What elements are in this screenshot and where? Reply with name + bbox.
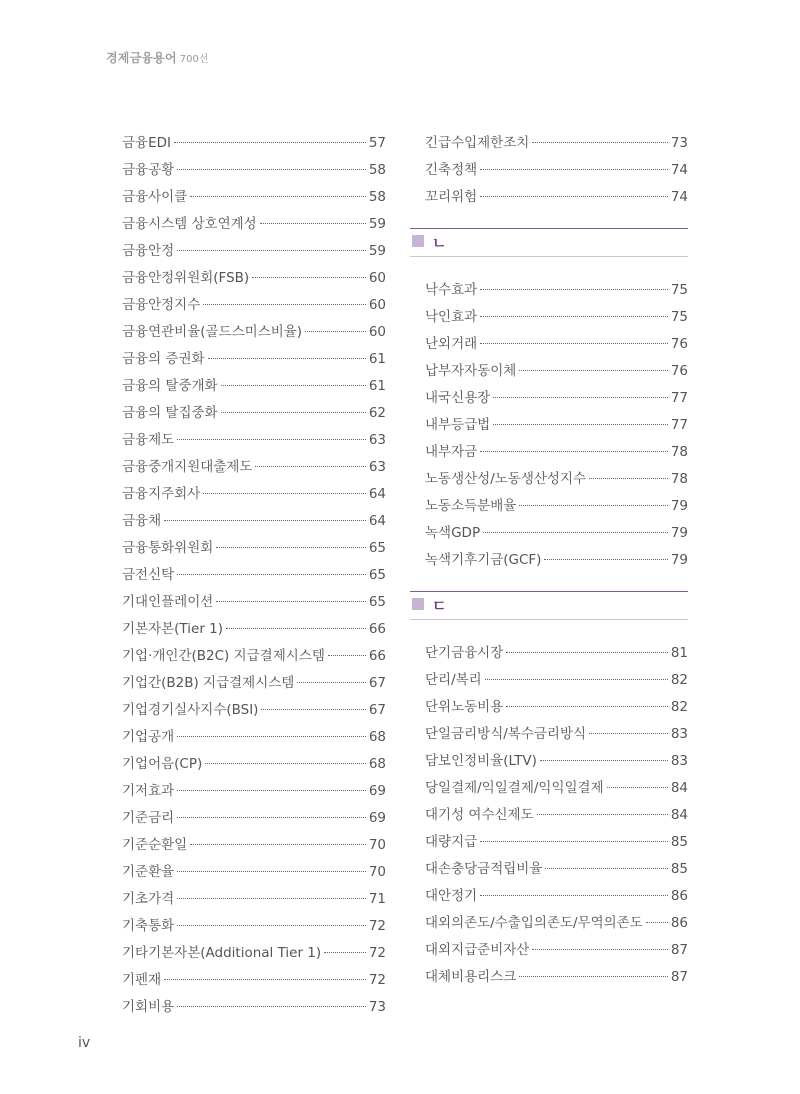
section-label: ㄴ xyxy=(432,234,447,252)
entry-term: 기준금리 xyxy=(122,810,175,826)
dot-leader xyxy=(483,531,668,533)
entry-term: 대량지급 xyxy=(425,834,478,850)
index-entry xyxy=(122,995,386,1022)
dot-leader xyxy=(164,519,366,521)
entry-term: 대안정기 xyxy=(425,888,478,904)
entry-page-number: 64 xyxy=(368,513,386,529)
index-entry xyxy=(122,212,386,239)
index-entry xyxy=(425,911,688,938)
dot-leader xyxy=(493,423,668,425)
dot-leader xyxy=(532,141,667,143)
dot-leader xyxy=(519,369,668,371)
dot-leader xyxy=(544,558,667,560)
entry-term: 대체비용리스크 xyxy=(425,969,517,985)
dot-leader xyxy=(260,222,366,224)
dot-leader xyxy=(177,924,366,926)
dot-leader xyxy=(221,384,366,386)
index-entry xyxy=(122,158,386,185)
entry-page-number: 61 xyxy=(368,378,386,394)
entry-page-number: 63 xyxy=(368,432,386,448)
dot-leader xyxy=(480,195,668,197)
entry-term: 금융제도 xyxy=(122,432,175,448)
entry-page-number: 60 xyxy=(368,270,386,286)
section-header-n xyxy=(410,228,688,257)
dot-leader xyxy=(255,465,365,467)
dot-leader xyxy=(226,627,366,629)
index-group-d xyxy=(425,641,688,992)
index-entry xyxy=(122,131,386,158)
index-entry xyxy=(122,779,386,806)
entry-page-number: 78 xyxy=(670,444,688,460)
entry-page-number: 77 xyxy=(670,390,688,406)
dot-leader xyxy=(190,195,366,197)
entry-page-number: 60 xyxy=(368,297,386,313)
entry-page-number: 59 xyxy=(368,243,386,259)
dot-leader xyxy=(208,357,366,359)
entry-page-number: 73 xyxy=(670,135,688,151)
entry-page-number: 71 xyxy=(368,891,386,907)
entry-term: 긴급수입제한조치 xyxy=(425,135,530,151)
entry-page-number: 84 xyxy=(670,780,688,796)
entry-page-number: 82 xyxy=(670,699,688,715)
entry-page-number: 69 xyxy=(368,810,386,826)
entry-page-number: 63 xyxy=(368,459,386,475)
entry-term: 기회비용 xyxy=(122,999,175,1015)
entry-term: 기준순환일 xyxy=(122,837,188,853)
entry-page-number: 78 xyxy=(670,471,688,487)
index-entry xyxy=(122,887,386,914)
index-entry xyxy=(425,185,688,212)
entry-term: 금융안정 xyxy=(122,243,175,259)
entry-term: 기저효과 xyxy=(122,783,175,799)
index-entry xyxy=(425,278,688,305)
entry-page-number: 66 xyxy=(368,621,386,637)
index-entry xyxy=(122,266,386,293)
dot-leader xyxy=(537,813,668,815)
entry-term: 기업·개인간(B2C) 지급결제시스템 xyxy=(122,648,325,664)
index-entry xyxy=(425,884,688,911)
index-entry xyxy=(122,725,386,752)
entry-page-number: 58 xyxy=(368,162,386,178)
dot-leader xyxy=(261,708,365,710)
dot-leader xyxy=(190,843,366,845)
index-entry xyxy=(122,914,386,941)
dot-leader xyxy=(589,477,668,479)
entry-term: 금융의 탈집중화 xyxy=(122,405,218,421)
index-entry xyxy=(425,359,688,386)
index-entry xyxy=(425,131,688,158)
entry-page-number: 65 xyxy=(368,594,386,610)
dot-leader xyxy=(328,654,366,656)
entry-page-number: 66 xyxy=(368,648,386,664)
index-entry xyxy=(122,563,386,590)
index-entry xyxy=(425,965,688,992)
dot-leader xyxy=(297,681,365,683)
dot-leader xyxy=(480,315,668,317)
dot-leader xyxy=(177,249,366,251)
index-entry xyxy=(122,320,386,347)
entry-term: 내국신용장 xyxy=(425,390,491,406)
index-entry xyxy=(425,158,688,185)
entry-page-number: 73 xyxy=(368,999,386,1015)
entry-term: 대외지급준비자산 xyxy=(425,942,530,958)
index-entry xyxy=(425,857,688,884)
entry-term: 내부자금 xyxy=(425,444,478,460)
entry-term: 금융중개지원대출제도 xyxy=(122,459,253,475)
index-entry xyxy=(425,494,688,521)
entry-page-number: 67 xyxy=(368,702,386,718)
index-column-right xyxy=(425,131,688,992)
section-square-icon xyxy=(412,235,424,247)
entry-term: 낙인효과 xyxy=(425,309,478,325)
index-entry xyxy=(122,374,386,401)
index-entry xyxy=(425,776,688,803)
dot-leader xyxy=(607,786,668,788)
entry-page-number: 72 xyxy=(368,972,386,988)
entry-term: 금융의 증권화 xyxy=(122,351,205,367)
dot-leader xyxy=(177,1005,366,1007)
section-header-d xyxy=(410,591,688,620)
entry-term: 당일결제/익일결제/익익일결제 xyxy=(425,780,604,796)
entry-term: 꼬리위험 xyxy=(425,189,478,205)
entry-page-number: 72 xyxy=(368,918,386,934)
dot-leader xyxy=(216,546,366,548)
header-subtitle: 700선 xyxy=(179,54,209,65)
dot-leader xyxy=(203,492,366,494)
entry-term: 금융시스템 상호연계성 xyxy=(122,216,257,232)
entry-page-number: 86 xyxy=(670,888,688,904)
entry-page-number: 70 xyxy=(368,864,386,880)
dot-leader xyxy=(480,450,668,452)
dot-leader xyxy=(177,870,366,872)
index-entry xyxy=(122,671,386,698)
entry-page-number: 65 xyxy=(368,540,386,556)
entry-term: 금융안정위원회(FSB) xyxy=(122,270,250,286)
entry-term: 낙수효과 xyxy=(425,282,478,298)
entry-term: 단위노동비용 xyxy=(425,699,504,715)
entry-term: 기축통화 xyxy=(122,918,175,934)
dot-leader xyxy=(221,411,366,413)
entry-term: 노동소득분배율 xyxy=(425,498,517,514)
dot-leader xyxy=(177,897,366,899)
entry-term: 기업공개 xyxy=(122,729,175,745)
entry-page-number: 81 xyxy=(670,645,688,661)
running-header xyxy=(106,49,209,66)
index-entry xyxy=(122,482,386,509)
entry-term: 기펜재 xyxy=(122,972,162,988)
entry-term: 기업경기실사지수(BSI) xyxy=(122,702,259,718)
index-entry xyxy=(122,617,386,644)
dot-leader xyxy=(177,573,366,575)
dot-leader xyxy=(205,762,366,764)
index-entry xyxy=(122,644,386,671)
dot-leader xyxy=(519,975,668,977)
dot-leader xyxy=(177,735,366,737)
dot-leader xyxy=(216,600,366,602)
entry-term: 대기성 여수신제도 xyxy=(425,807,534,823)
index-entry xyxy=(425,386,688,413)
entry-term: 내부등급법 xyxy=(425,417,491,433)
index-entry xyxy=(425,332,688,359)
index-entry xyxy=(425,521,688,548)
entry-page-number: 60 xyxy=(368,324,386,340)
dot-leader xyxy=(485,678,668,680)
entry-term: 금융공황 xyxy=(122,162,175,178)
index-entry xyxy=(122,536,386,563)
entry-term: 긴축정책 xyxy=(425,162,478,178)
dot-leader xyxy=(177,168,366,170)
dot-leader xyxy=(324,951,366,953)
index-entry xyxy=(425,722,688,749)
index-entry xyxy=(122,347,386,374)
entry-term: 기타기본자본(Additional Tier 1) xyxy=(122,945,322,961)
entry-term: 기업어음(CP) xyxy=(122,756,203,772)
dot-leader xyxy=(252,276,366,278)
entry-term: 기업간(B2B) 지급결제시스템 xyxy=(122,675,295,691)
index-entry xyxy=(122,968,386,995)
dot-leader xyxy=(589,732,668,734)
entry-term: 금융채 xyxy=(122,513,162,529)
index-column-left xyxy=(122,131,386,1022)
entry-page-number: 87 xyxy=(670,969,688,985)
entry-term: 대외의존도/수출입의존도/무역의존도 xyxy=(425,915,643,931)
index-entry xyxy=(122,185,386,212)
dot-leader xyxy=(174,141,366,143)
dot-leader xyxy=(519,504,668,506)
entry-page-number: 76 xyxy=(670,363,688,379)
dot-leader xyxy=(203,303,366,305)
dot-leader xyxy=(480,840,668,842)
index-entry xyxy=(122,698,386,725)
index-entry xyxy=(122,833,386,860)
entry-page-number: 76 xyxy=(670,336,688,352)
entry-term: 담보인정비율(LTV) xyxy=(425,753,537,769)
index-entry xyxy=(425,548,688,575)
entry-page-number: 83 xyxy=(670,726,688,742)
entry-page-number: 62 xyxy=(368,405,386,421)
index-entry xyxy=(122,806,386,833)
entry-term: 기본자본(Tier 1) xyxy=(122,621,224,637)
dot-leader xyxy=(177,438,366,440)
entry-term: 단기금융시장 xyxy=(425,645,504,661)
dot-leader xyxy=(493,396,668,398)
dot-leader xyxy=(646,921,668,923)
dot-leader xyxy=(506,705,668,707)
entry-page-number: 68 xyxy=(368,729,386,745)
entry-page-number: 57 xyxy=(368,135,386,151)
index-entry xyxy=(122,401,386,428)
index-entry xyxy=(425,803,688,830)
entry-page-number: 59 xyxy=(368,216,386,232)
entry-term: 녹색기후기금(GCF) xyxy=(425,552,542,568)
entry-term: 금융의 탈중개화 xyxy=(122,378,218,394)
entry-term: 금융사이클 xyxy=(122,189,188,205)
entry-term: 난외거래 xyxy=(425,336,478,352)
entry-page-number: 61 xyxy=(368,351,386,367)
header-title: 경제금융용어 xyxy=(106,51,177,65)
index-entry xyxy=(425,668,688,695)
dot-leader xyxy=(164,978,366,980)
entry-term: 금융연관비율(골드스미스비율) xyxy=(122,324,303,340)
entry-page-number: 58 xyxy=(368,189,386,205)
index-entry xyxy=(425,695,688,722)
entry-page-number: 86 xyxy=(670,915,688,931)
dot-leader xyxy=(480,168,668,170)
index-entry xyxy=(425,440,688,467)
entry-term: 노동생산성/노동생산성지수 xyxy=(425,471,587,487)
entry-page-number: 85 xyxy=(670,834,688,850)
dot-leader xyxy=(506,651,668,653)
section-label: ㄷ xyxy=(432,597,447,615)
index-entry xyxy=(122,752,386,779)
entry-term: 대손충당금적립비율 xyxy=(425,861,543,877)
index-entry xyxy=(425,938,688,965)
section-square-icon xyxy=(412,598,424,610)
dot-leader xyxy=(177,816,366,818)
entry-page-number: 74 xyxy=(670,162,688,178)
entry-page-number: 69 xyxy=(368,783,386,799)
dot-leader xyxy=(540,759,668,761)
index-entry xyxy=(122,455,386,482)
dot-leader xyxy=(480,342,668,344)
index-entry xyxy=(122,590,386,617)
entry-page-number: 75 xyxy=(670,309,688,325)
entry-term: 금융EDI xyxy=(122,135,171,151)
entry-page-number: 68 xyxy=(368,756,386,772)
entry-page-number: 87 xyxy=(670,942,688,958)
index-entry xyxy=(122,239,386,266)
index-entry xyxy=(122,860,386,887)
index-entry xyxy=(122,428,386,455)
index-entry xyxy=(425,305,688,332)
entry-page-number: 82 xyxy=(670,672,688,688)
entry-page-number: 79 xyxy=(670,552,688,568)
entry-page-number: 65 xyxy=(368,567,386,583)
entry-page-number: 79 xyxy=(670,498,688,514)
entry-term: 금융지주회사 xyxy=(122,486,201,502)
entry-term: 기대인플레이션 xyxy=(122,594,214,610)
entry-page-number: 70 xyxy=(368,837,386,853)
entry-term: 금융안정지수 xyxy=(122,297,201,313)
index-entry xyxy=(425,641,688,668)
dot-leader xyxy=(177,789,366,791)
index-group-n xyxy=(425,278,688,575)
entry-page-number: 84 xyxy=(670,807,688,823)
entry-page-number: 77 xyxy=(670,417,688,433)
entry-page-number: 72 xyxy=(368,945,386,961)
index-entry xyxy=(425,749,688,776)
index-entry xyxy=(122,293,386,320)
entry-page-number: 83 xyxy=(670,753,688,769)
entry-term: 녹색GDP xyxy=(425,525,481,541)
dot-leader xyxy=(545,867,667,869)
entry-term: 기준환율 xyxy=(122,864,175,880)
page-number: iv xyxy=(78,1035,91,1051)
entry-term: 단일금리방식/복수금리방식 xyxy=(425,726,587,742)
index-entry xyxy=(425,467,688,494)
entry-page-number: 64 xyxy=(368,486,386,502)
dot-leader xyxy=(480,288,668,290)
dot-leader xyxy=(480,894,668,896)
index-group-g xyxy=(425,131,688,212)
index-entry xyxy=(122,941,386,968)
entry-term: 금전신탁 xyxy=(122,567,175,583)
entry-term: 납부자자동이체 xyxy=(425,363,517,379)
entry-term: 기초가격 xyxy=(122,891,175,907)
entry-page-number: 85 xyxy=(670,861,688,877)
entry-term: 금융통화위원회 xyxy=(122,540,214,556)
entry-page-number: 74 xyxy=(670,189,688,205)
index-entry xyxy=(122,509,386,536)
entry-term: 단리/복리 xyxy=(425,672,482,688)
dot-leader xyxy=(532,948,667,950)
entry-page-number: 75 xyxy=(670,282,688,298)
index-entry xyxy=(425,830,688,857)
index-entry xyxy=(425,413,688,440)
entry-page-number: 79 xyxy=(670,525,688,541)
dot-leader xyxy=(305,330,366,332)
entry-page-number: 67 xyxy=(368,675,386,691)
